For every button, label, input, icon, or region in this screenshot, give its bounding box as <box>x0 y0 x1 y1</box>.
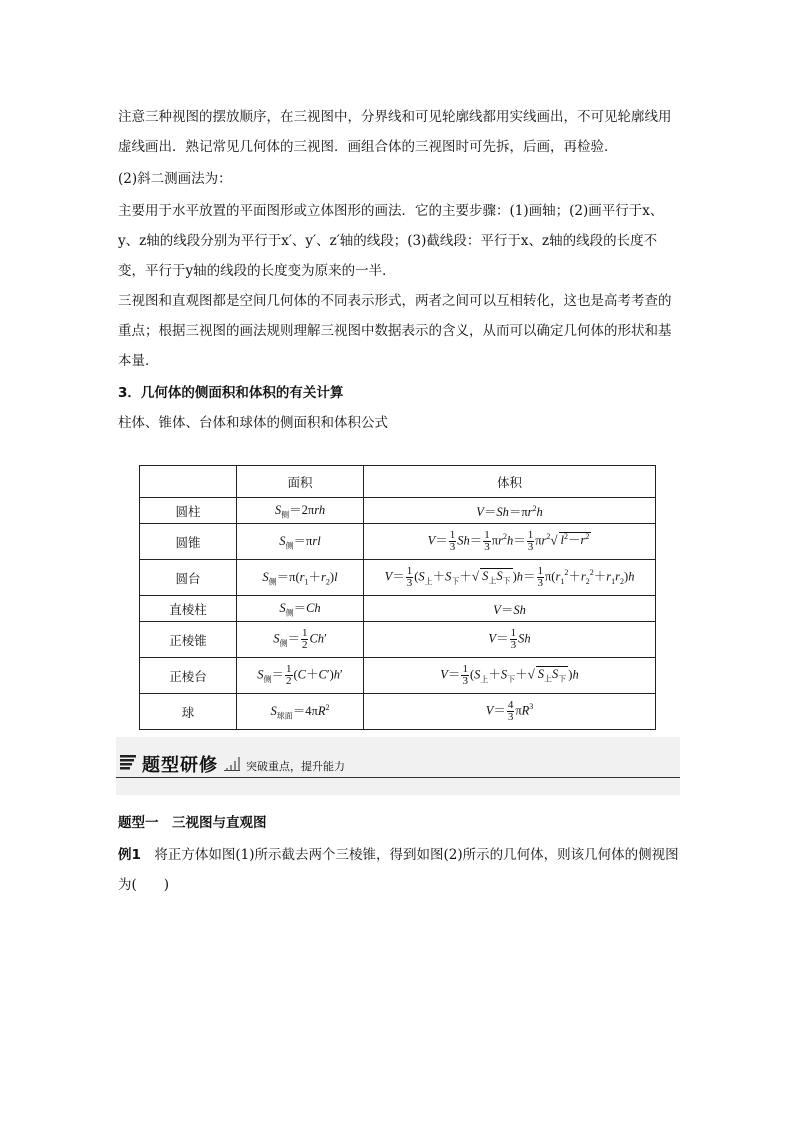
paragraph-conversion: 三视图和直观图都是空间几何体的不同表示形式，两者之间可以互相转化，这也是高考考查的重点；根据三视图的画法规则理解三视图中数据表示的含义，从而可以确定几何体的形状和基本量． <box>118 293 672 369</box>
example-text: 将正方体如图(1)所示截去两个三棱锥，得到如图(2)所示的几何体，则该几何体的侧视图为( ) <box>118 847 679 893</box>
paragraph-oblique-steps: 主要用于水平放置的平面图形或立体图形的画法．它的主要步骤：(1)画轴；(2)画平行于x、y、z轴的线段分别为平行于x′、y′、z′轴的线段；(3)截线段：平行于x、z轴的线段的长度不变，平行于y轴的线段的长度变为原来的一半． <box>118 203 664 279</box>
table-row <box>140 694 656 730</box>
stripes-icon <box>120 755 136 770</box>
volume-formula: V＝Sh <box>364 596 656 622</box>
striped-triangle-icon <box>224 757 240 771</box>
table-row <box>140 498 656 524</box>
paragraph-three-views-order: 注意三种视图的摆放顺序，在三视图中，分界线和可见轮廓线都用实线画出，不可见轮廓线用虚线画出．熟记常见几何体的三视图．画组合体的三视图时可先拆，后画，再检验． <box>118 109 672 155</box>
section-banner <box>116 737 680 795</box>
example-1 <box>118 840 680 900</box>
area-formula: $S_{球面}=4\pi R^2$ <box>237 694 364 730</box>
table-row <box>140 622 656 658</box>
area-formula: $S_侧=$ $\frac{1}{2}$ (C＋C′)h′ <box>237 658 364 694</box>
table-header-volume: 体积 <box>364 466 656 498</box>
volume-formula: V＝ $\frac{1}{3}$ ($S_上+S_下+√$ $S_上S_下$ )h＝ $\frac{1}{3}$ $\pi(r_1^2+r_2^2+r_1r_2)h$ <box>364 560 656 596</box>
paragraph-formula-intro: 柱体、锥体、台体和球体的侧面积和体积公式 <box>118 415 388 431</box>
table-row-label: 正棱锥 <box>140 622 237 658</box>
banner-title: 题型研修 <box>142 755 218 776</box>
area-formula: $S_侧=2\pi rh$ <box>237 498 364 524</box>
table-row-label: 圆柱 <box>140 498 237 524</box>
table-header-area: 面积 <box>237 466 364 498</box>
table-header-row <box>140 466 656 498</box>
question-type-heading: 题型一 三视图与直观图 <box>118 815 267 831</box>
area-formula: $S_侧=$ $\frac{1}{2}$ Ch′ <box>237 622 364 658</box>
section-heading-3: 3．几何体的侧面积和体积的有关计算 <box>118 385 344 401</box>
table-row <box>140 596 656 622</box>
volume-formula: V＝ $\frac{4}{3}$ $\pi R^3$ <box>364 694 656 730</box>
area-formula: $S_侧=\pi(r_1+r_2)l$ <box>237 560 364 596</box>
table-row <box>140 560 656 596</box>
volume-formula: V＝ $\frac{1}{3}$ ($S_上+S_下+√$ $S_上S_下$ )h <box>364 658 656 694</box>
volume-formula: V＝ $\frac{1}{3}$ Sh <box>364 622 656 658</box>
volume-formula: $V=Sh=\pi r^2h$ <box>364 498 656 524</box>
table-row-label: 圆台 <box>140 560 237 596</box>
example-label: 例1 <box>118 847 141 863</box>
table-row-label: 直棱柱 <box>140 596 237 622</box>
area-formula: $S_侧=\pi rl$ <box>237 524 364 560</box>
volume-formula: V＝ $\frac{1}{3}$ Sh＝ $\frac{1}{3}$ $\pi r^2h=$ $\frac{1}{3}$ $\pi r^2√$ $l^2-r^2$ <box>364 524 656 560</box>
formula-table <box>139 465 656 730</box>
table-row-label: 正棱台 <box>140 658 237 694</box>
table-row-label: 球 <box>140 694 237 730</box>
table-row-label: 圆锥 <box>140 524 237 560</box>
banner-divider <box>116 777 680 778</box>
area-formula: $S_侧=Ch$ <box>237 596 364 622</box>
banner-subtitle: 突破重点，提升能力 <box>246 760 345 773</box>
table-corner-cell <box>140 466 237 498</box>
table-row <box>140 658 656 694</box>
table-row <box>140 524 656 560</box>
paragraph-oblique-heading: (2)斜二测画法为： <box>118 171 232 187</box>
